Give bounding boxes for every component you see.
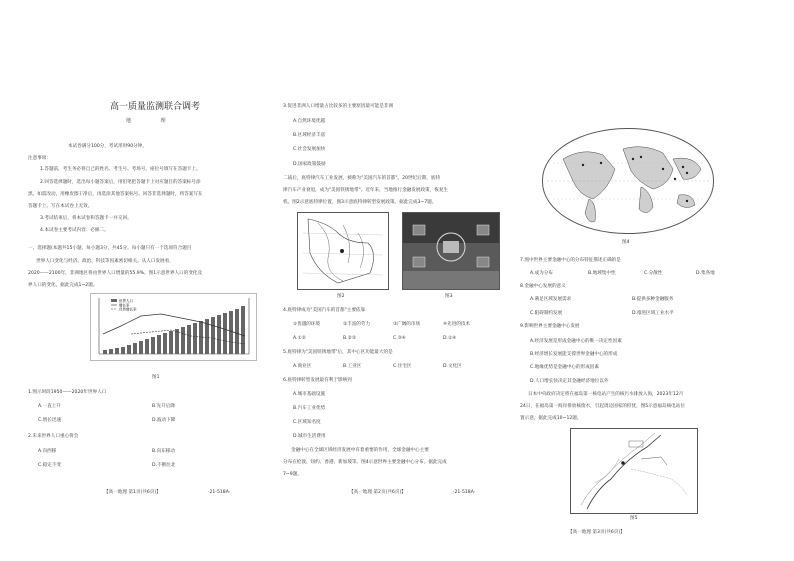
question-2: 2.未来世界人口重心将会: [28, 434, 79, 439]
option: C.分散性: [644, 271, 663, 276]
option: A.一直上升: [38, 404, 61, 409]
question-3: 3.促进非洲人口增量占比较多的主要原因最可能是非洲: [283, 104, 394, 109]
option: B.先升后降: [152, 404, 175, 409]
question-8: 8.金融中心发展的意义: [520, 284, 566, 289]
option: ②丰富的劳力: [343, 322, 371, 327]
question-7: 7.图中世界主要金融中心的分布特征描述正确的是: [520, 258, 621, 263]
passage-line: 界人口的变化。据此完成1~2题。: [28, 283, 98, 288]
option: D.①④: [443, 336, 457, 341]
option: A.成为分布: [530, 271, 553, 276]
question-4: 4.底特律成为"美国汽车的首都"主要依靠: [283, 308, 366, 313]
notice-line: 答题卡上。写在本试卷上无效。: [28, 204, 93, 209]
option: A.商业区: [293, 364, 312, 369]
passage-line: 2020——2100年，非洲地区将由世界人口增量的55.9%。图1示意世界人口的变化及: [28, 271, 203, 276]
notice-line: 黑。如需改动，用橡皮擦干净后，再选涂其他答案标号。回答非选择题时，将答案写在: [28, 192, 203, 197]
option: C.稳定不变: [38, 463, 62, 468]
passage-line: 置示意，据此完成10~12题。: [520, 416, 582, 421]
notice-line: 1.答题前，考生务必将自己的姓名、考生号、考场号、座位号填写在答题卡上。: [40, 167, 201, 172]
option: A.自然环境优越: [293, 119, 326, 124]
option: B.②③: [343, 336, 356, 341]
option: C.区域知名度: [293, 420, 321, 425]
option: A.满足区域发展需求: [530, 297, 572, 302]
passage-line: 二战后，底特律汽车工业发展，被称为"美国汽车的首都"。20世纪后期，底特: [283, 176, 441, 181]
option: D.国家政策鼓励: [293, 162, 326, 167]
figure-1-caption: 图1: [152, 375, 160, 380]
passage-line: 24日，在福岛第一海岸排放核废水，引起周边国家的担忧，图5示意福岛核电站位: [520, 404, 685, 409]
notice-line: 3.考试结束后，将本试卷和答题卡一并交回。: [40, 216, 132, 221]
notice-line: 2.回答选择题时，选出每小题答案后，用铅笔把答题卡上对应题目的答案标号涂: [40, 180, 201, 185]
figure-1-chart: [90, 293, 257, 361]
option: D.不断往北: [152, 463, 176, 468]
option: B.提供多种金融服务: [632, 297, 674, 302]
passage-line: 7~9题。: [283, 472, 302, 477]
option: C.阻碍制约发展: [530, 311, 563, 316]
option: C.地缘优势是金融中心的形成因素: [530, 365, 599, 370]
legend-text: 增长率: [119, 303, 130, 308]
page-footer: 【高一地理 第3页(共6页)】: [568, 530, 625, 535]
figure-3-image: [402, 212, 500, 290]
option: B.经济增长发展能支撑世界金融中心的形成: [530, 352, 618, 357]
figure-2-caption: 图2: [337, 294, 345, 299]
option: C.增长迅速: [38, 418, 62, 423]
option: D.人口增长快决定其金融经济地位以外: [530, 379, 609, 384]
question-6: 6.底特律转型发展最有利于影响到: [283, 378, 352, 383]
option: D.波动下降: [152, 418, 176, 423]
figure-2-map: [297, 212, 389, 290]
page-code: ·21-518A·: [453, 490, 476, 495]
notice-line: 4.本试卷主要考试内容：必修二。: [40, 228, 109, 233]
legend-text: 自然增长率: [119, 307, 137, 312]
legend-text: 世界人口: [119, 299, 133, 303]
option: A.向西移: [38, 449, 57, 454]
figure-4-caption: 图4: [622, 240, 630, 245]
section-heading: 一、选择题(本题共15小题，每小题3分，共45分。每小题只有一个选项符合题目: [28, 246, 192, 251]
option: B.汽车工业优势: [293, 406, 326, 411]
option: A.经济发展是形成金融中心的唯一决定性因素: [530, 339, 622, 344]
option: C.③④: [393, 336, 406, 341]
passage-line: 机。图2示意底特律位置，图3示意底特律转型发展政策。据此完成3~7题。: [283, 200, 437, 205]
subject-label: 地 理: [126, 118, 180, 124]
option: D.城市生活费用: [293, 434, 326, 439]
exam-title: 高一质量监测联合调考: [110, 102, 201, 112]
page-code: ·21-518A·: [208, 490, 231, 495]
question-9: 9.影响世界主要金融中心发展: [520, 324, 580, 329]
option: B.工业区: [343, 364, 362, 369]
option: C.住宅区: [393, 364, 412, 369]
option: A.①②: [293, 336, 306, 341]
option: B.区域经济丰富: [293, 133, 326, 138]
page-3-column: [520, 0, 770, 561]
option: C.社会发展加快: [293, 147, 326, 152]
passage-line: 日本中央政府决定将在福岛第一核电站产生的核污水排放入海，2023年12月: [528, 392, 684, 397]
passage-line: 律汽车产业衰退，成为"美国铁锈地带"。近年来，当地推行金融发展政策，恢复生: [283, 188, 449, 193]
figure-5-caption: 图5: [630, 516, 638, 521]
figure-5-map: [570, 428, 698, 514]
option: A.城市基础设施: [293, 392, 326, 397]
page-2-column: [283, 0, 513, 561]
passage-line: 世界人口变化与经济、政治、科技等因素密切相关。从人口发展看，: [36, 259, 174, 264]
question-1: 1.图示时段1950——2020年世界人口: [28, 390, 107, 395]
option: B.向东移动: [152, 449, 175, 454]
option: D.推进区域工业水平: [632, 311, 674, 316]
notice-title: 注意事项：: [28, 156, 51, 161]
intro-text: 本试卷满分100分，考试用时90分钟。: [68, 144, 147, 149]
figure-4-world-map: [542, 128, 714, 234]
option: ①优越的环境: [293, 322, 321, 327]
option: B.地域集中性: [588, 271, 616, 276]
figure-3-caption: 图3: [445, 294, 453, 299]
option: D.文化区: [443, 364, 462, 369]
passage-line: 金融中心在全球区域经济发展中有着重要的作用，全球金融中心主要: [291, 448, 429, 453]
option: ③广阔的市场: [393, 322, 421, 327]
option: ④先进的技术: [443, 322, 471, 327]
page-footer: 【高一地理 第2页(共6页)】: [349, 490, 406, 495]
page-1-column: [28, 0, 262, 561]
option: D.集各地: [696, 271, 715, 276]
page-footer: 【高一地理 第1页(共6页)】: [104, 490, 161, 495]
passage-line: 分布在伦敦、纽约、香港、新加坡等。图4示意世界主要金融中心分布。据此完成: [283, 460, 447, 465]
question-5: 5.底特律为"美国铁锈地带"后，其中心区功能最大的是: [283, 350, 393, 355]
